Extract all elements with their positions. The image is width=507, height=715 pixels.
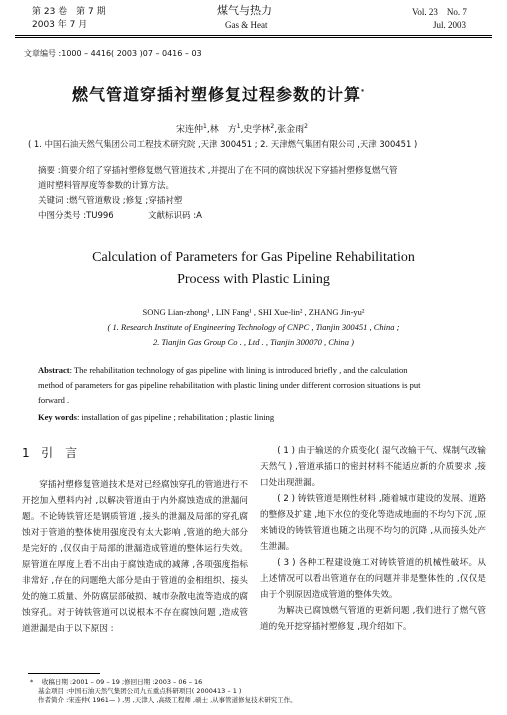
- abstract-en-line1: [38, 365, 408, 375]
- affiliation-cn: ( 1. 中国石油天然气集团公司工程技术研究院 ,天津 300451 ; 2. 天津燃气集团有限公司 ,天津 300451 ): [28, 139, 418, 149]
- title-cn-text: 燃气管道穿插衬塑修复过程参数的计算: [72, 85, 362, 104]
- footnote-author: 作者简介 :宋连仲( 1961— ) ,男 ,天津人 ,高级工程师 ,硕士 ,从事管道修复技术研究工作。: [38, 696, 297, 704]
- authors-cn: [176, 122, 308, 135]
- right-column: [260, 443, 486, 635]
- section-number: 1: [22, 446, 30, 460]
- keywords-en-label: Key words: [38, 412, 77, 422]
- affiliation-en-line2: 2. Tianjin Gas Group Co . , Ltd . , Tianjin 300070 , China ): [153, 337, 354, 347]
- author-1: 宋连仲: [176, 125, 204, 135]
- right-paragraph-1: ( 1 ) 由于输送的介质变化( 湿气改输干气、煤制气改输天然气 ) ,管道承插口的密封材料不能适应新的介质要求 ,接口处出现泄漏。: [260, 446, 486, 488]
- clc-number: 中图分类号 :TU996: [38, 211, 114, 221]
- author-3: ,史学林: [240, 125, 271, 135]
- keywords-en-line: [38, 412, 274, 422]
- sup-2b: 2: [304, 123, 308, 130]
- header-rule-2: [15, 37, 492, 38]
- right-paragraph-3: ( 3 ) 各种工程建设施工对铸铁管道的机械性破坏。从上述情况可以看出管道存在的问题并非是整体性的 ,仅仅是由于个别原因造成管道的整体失效。: [260, 558, 486, 600]
- vol-en: Vol. 23 No. 7: [412, 7, 467, 17]
- sup-1b: 1: [236, 123, 241, 130]
- section-title: 引 言: [41, 446, 78, 460]
- title-en-line2: Process with Plastic Lining: [177, 272, 330, 287]
- sup-1: 1: [203, 123, 207, 130]
- date-cn: 2003 年 7 月: [32, 20, 88, 30]
- date-en: Jul. 2003: [433, 20, 467, 30]
- affiliation-en-line1: ( 1. Research Institute of Engineering Technology of CNPC , Tianjin 300451 , China ;: [107, 322, 400, 332]
- left-paragraph: 穿插衬塑修复管道技术是对已经腐蚀穿孔的管道进行不开挖加入塑料内衬 ,以解决管道由于内外腐蚀造成的泄漏问题。不论铸铁管还是钢质管道 ,接头的泄漏及局部的穿孔腐蚀对于管道的整体使用强度没有太大影响 ,管道的绝大部分是完好的 ,仅仅由于局部的泄漏造成管道的整体运行失效。原管道在厚度上看不出由于腐蚀造成的减薄 ,各项强度指标非常好 ,存在的问题绝大部分是由于管道的金相组织、接头处的施工质量、外防腐层部破损、城市杂散电流等造成的腐蚀穿孔。对于铸铁管道可以说根本不存在腐蚀问题 ,造成管道泄漏是由于以下原因 :: [22, 480, 248, 634]
- keywords-en-text: : installation of gas pipeline ; rehabilitation ; plastic lining: [76, 412, 275, 422]
- author-4: ,张金雨: [274, 125, 305, 135]
- authors-en: SONG Lian-zhong¹ , LIN Fang¹ , SHI Xue-lin² , ZHANG Jin-yu²: [142, 307, 365, 317]
- title-en-line1: Calculation of Parameters for Gas Pipeline Rehabilitation: [92, 250, 415, 265]
- abstract-en-line3: forward .: [38, 395, 70, 405]
- footnote-received: * 收稿日期 :2001 – 09 – 19 ;修回日期 :2003 – 06 – 16: [30, 678, 203, 686]
- abstract-en-text1: : The rehabilitation technology of gas pipeline with lining is introduced briefly , and the calculation: [69, 365, 408, 375]
- section-heading: [22, 444, 77, 461]
- article-number: 文章编号 :1000 – 4416( 2003 )07 – 0416 – 03: [24, 49, 202, 58]
- abstract-en-line2: method of parameters for gas pipeline rehabilitation with plastic lining under different corrosion situations is put: [38, 380, 421, 390]
- title-cn: [72, 82, 365, 105]
- right-paragraph-2: ( 2 ) 铸铁管道是刚性材料 ,随着城市建设的发展、道路的整修及扩建 ,地下水位的变化等造成地面的不均匀下沉 ,原来铺设的铸铁管道也随之出现不均匀的沉降 ,从而接头处产生泄漏。: [260, 494, 486, 552]
- keywords-cn: 关键词 :燃气管道敷设 ;修复 ;穿插衬塑: [38, 196, 183, 206]
- footnote-rule: [28, 673, 100, 674]
- title-mark: *: [361, 88, 366, 96]
- abstract-cn-line1: 摘要 :简要介绍了穿插衬塑修复燃气管道技术 ,并提出了在不同的腐蚀状况下穿插衬塑修复燃气管: [38, 166, 398, 176]
- abstract-en-label: Abstract: [38, 365, 70, 375]
- issue-cn: 第 23 卷 第 7 期: [32, 7, 106, 17]
- abstract-cn-line2: 道时塑料管厚度等参数的计算方法。: [38, 181, 175, 191]
- left-column: [22, 477, 248, 637]
- author-2: ,林 方: [206, 125, 237, 135]
- footnote-funding: 基金项目 :中国石油天然气集团公司九五重点科研项目( 2000413 – 1 ): [38, 687, 242, 695]
- header-rule: [15, 35, 492, 36]
- journal-cn: 煤气与热力: [217, 4, 272, 17]
- right-paragraph-4: 为解决已腐蚀燃气管道的更新问题 ,我们进行了燃气管道的免开挖穿插衬塑修复 ,现介绍如下。: [260, 606, 486, 632]
- journal-en: Gas & Heat: [225, 20, 268, 30]
- doc-code: 文献标识码 :A: [148, 211, 202, 221]
- sup-2: 2: [270, 123, 275, 130]
